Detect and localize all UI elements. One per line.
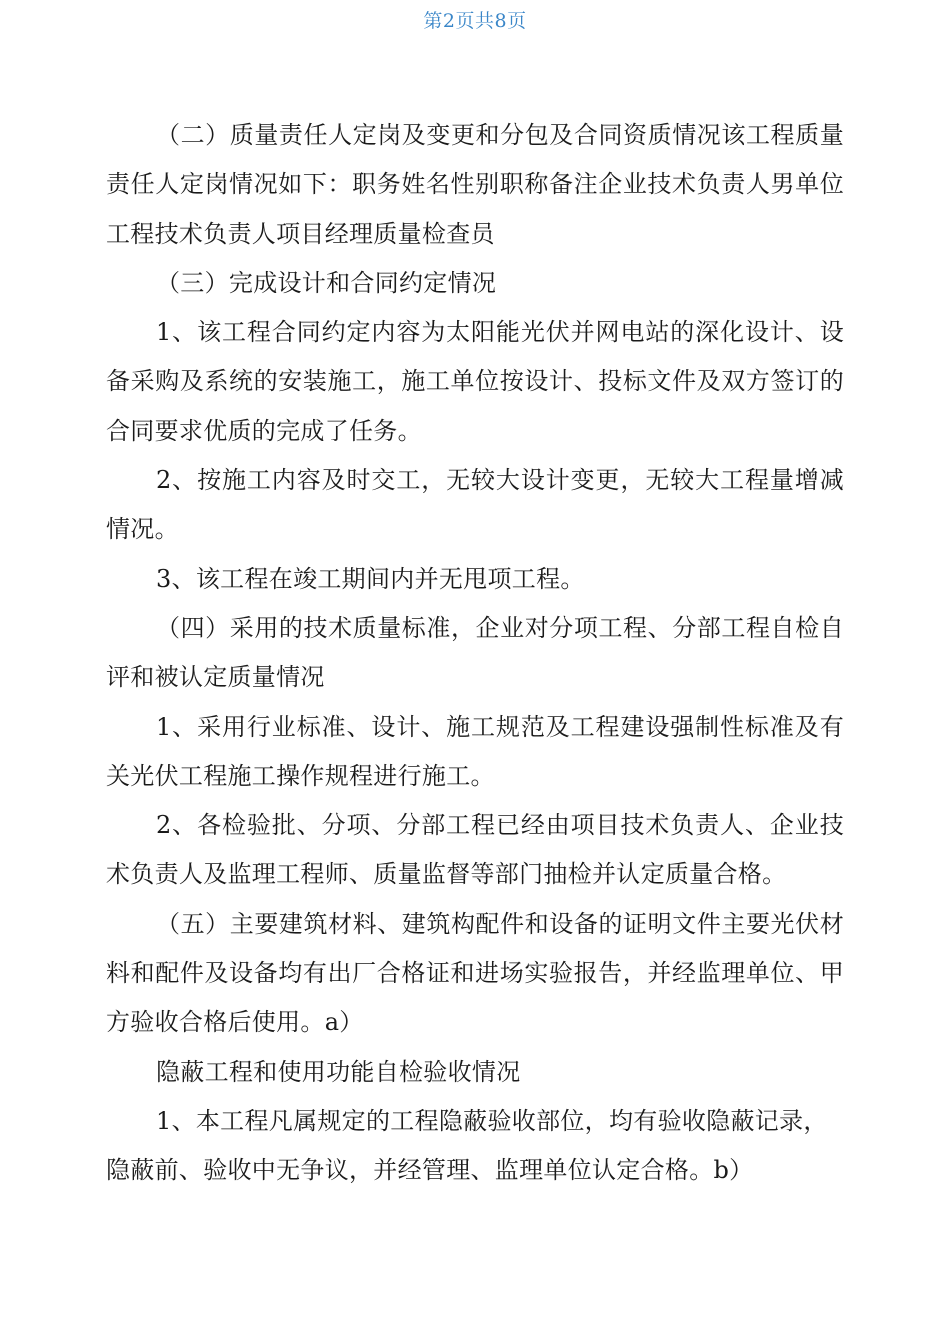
- paragraph-section-2: （二）质量责任人定岗及变更和分包及合同资质情况该工程质量责任人定岗情况如下：职务姓名性别职称备注企业技术负责人男单位工程技术负责人项目经理质量检查员: [106, 121, 844, 248]
- paragraph-section-3-item-1: 1、该工程合同约定内容为太阳能光伏并网电站的深化设计、设备采购及系统的安装施工，施工单位按设计、投标文件及双方签订的合同要求优质的完成了任务。: [106, 318, 844, 445]
- page-indicator: 第2页共8页: [423, 10, 527, 32]
- document-body: [106, 111, 844, 1196]
- paragraph-section-4-item-2: 2、各检验批、分项、分部工程已经由项目技术负责人、企业技术负责人及监理工程师、质量监督等部门抽检并认定质量合格。: [106, 811, 844, 889]
- paragraph-section-4-item-1: 1、采用行业标准、设计、施工规范及工程建设强制性标准及有关光伏工程施工操作规程进行施工。: [106, 712, 844, 790]
- paragraph-section-4-heading: （四）采用的技术质量标准，企业对分项工程、分部工程自检自评和被认定质量情况: [106, 613, 844, 692]
- paragraph-section-3-heading: （三）完成设计和合同约定情况: [156, 268, 497, 297]
- paragraph-hidden-works-heading: 隐蔽工程和使用功能自检验收情况: [156, 1057, 521, 1086]
- paragraph-section-5: （五）主要建筑材料、建筑构配件和设备的证明文件主要光伏材料和配件及设备均有出厂合格证和进场实验报告，并经监理单位、甲方验收合格后使用。a）: [106, 909, 844, 1037]
- paragraph-section-3-item-3: 3、该工程在竣工期间内并无甩项工程。: [156, 564, 585, 593]
- paragraph-section-3-item-2: 2、按施工内容及时交工，无较大设计变更，无较大工程量增减情况。: [106, 466, 844, 544]
- paragraph-hidden-works-item-1: 1、本工程凡属规定的工程隐蔽验收部位，均有验收隐蔽记录，隐蔽前、验收中无争议，并经管理、监理单位认定合格。b）: [106, 1106, 828, 1185]
